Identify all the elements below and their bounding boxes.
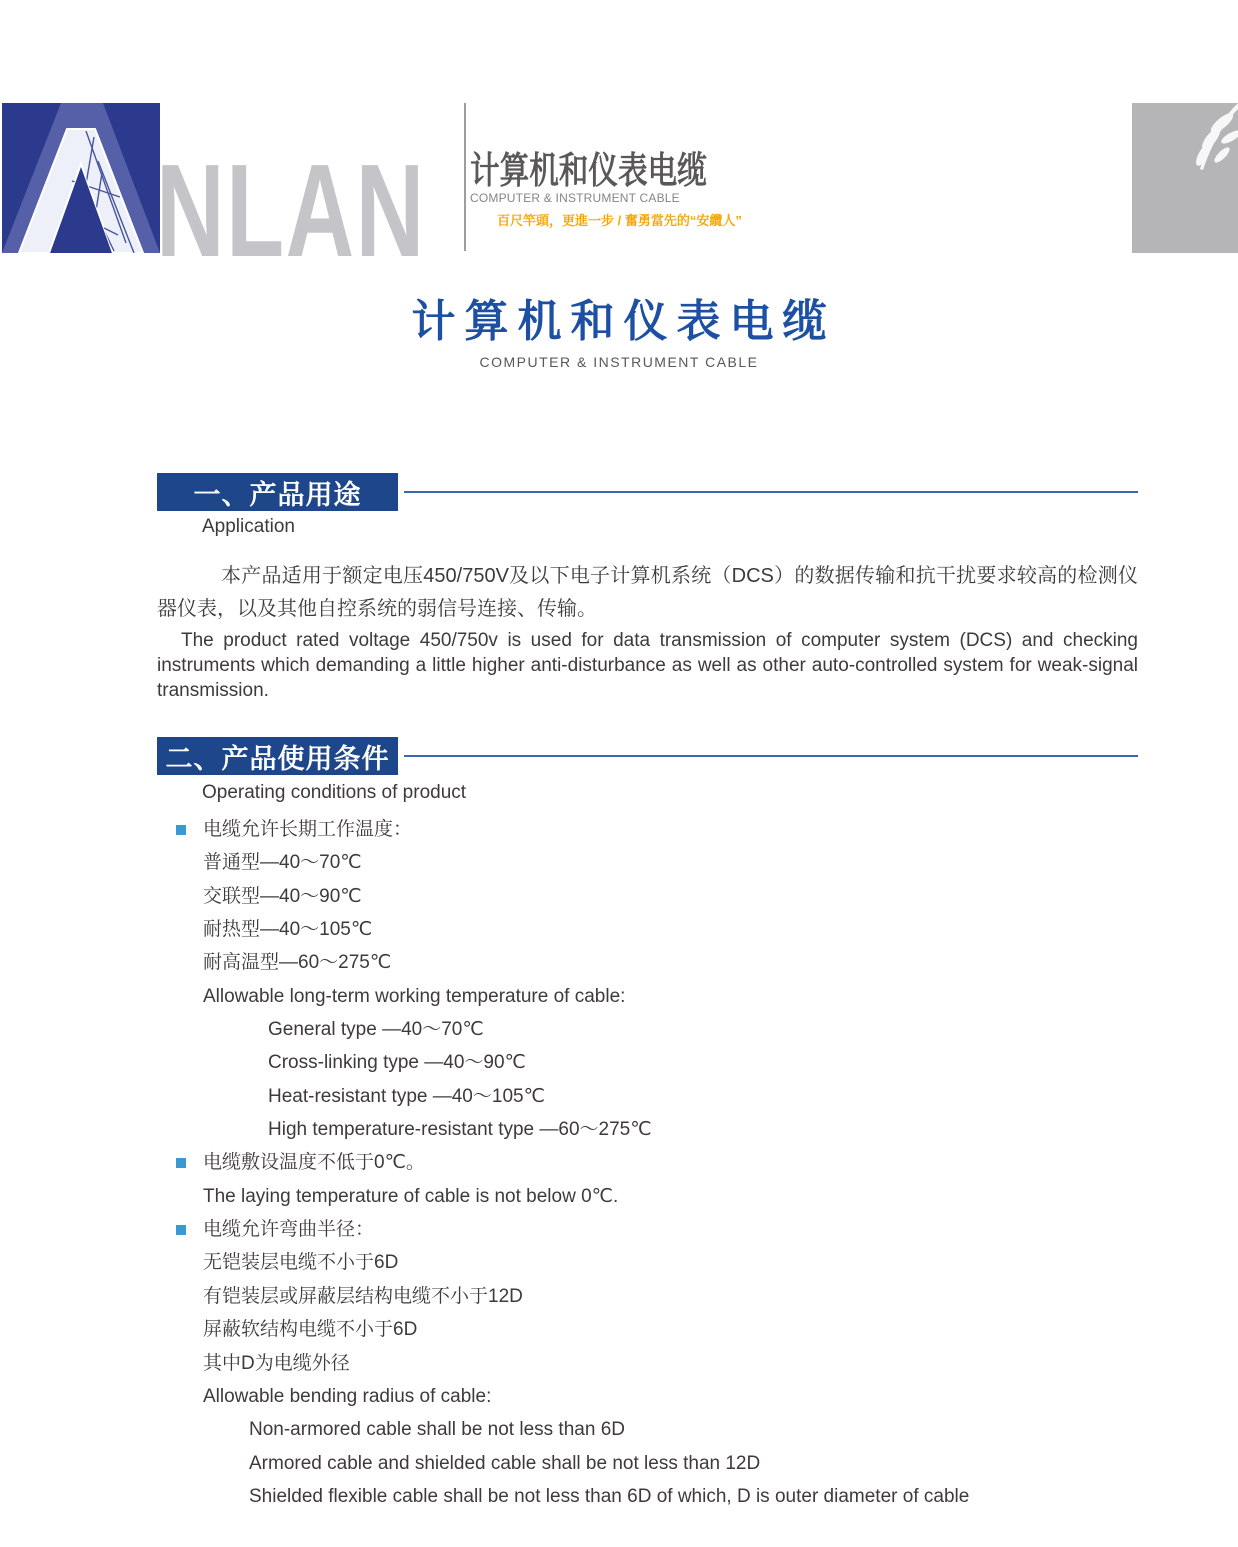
condition-line [157,846,1157,879]
condition-text: 电缆敷设温度不低于0℃。 [203,1152,425,1174]
condition-line [157,1347,1157,1380]
condition-text: General type —40～70℃ [268,1019,484,1041]
page-header [0,103,1238,284]
condition-text: 电缆允许弯曲半径： [203,1219,375,1241]
condition-line [157,1013,1157,1046]
condition-text: Allowable long-term working temperature of cable: [203,985,626,1007]
condition-text: Heat-resistant type —40～105℃ [268,1085,545,1107]
application-subheading: Application [202,516,295,537]
condition-text: 无铠装层电缆不小于6D [203,1252,399,1274]
condition-line [157,813,1157,846]
condition-text: Non-armored cable shall be not less than 6D [249,1419,625,1441]
condition-line [157,1246,1157,1279]
corner-decoration [1132,103,1238,253]
condition-line [157,1113,1157,1146]
application-paragraph-en: The product rated voltage 450/750v is used for data transmission of computer system (DCS) and checking instruments which demanding a little higher anti-disturbance as well as other auto-controlled system for weak-signal transmission. [157,630,1138,701]
header-subtitle: COMPUTER & INSTRUMENT CABLE [470,191,680,205]
bullet-square-icon [176,825,186,835]
condition-text: 耐热型—40～105℃ [203,919,373,941]
anlan-a-logo-icon [2,103,160,253]
page-subtitle: COMPUTER & INSTRUMENT CABLE [479,353,759,370]
page-title-block [0,297,1238,370]
condition-line [157,1380,1157,1413]
condition-text: 有铠装层或屏蔽层结构电缆不小于12D [203,1285,523,1307]
condition-text: 交联型—40～90℃ [203,885,362,907]
condition-line [157,1146,1157,1179]
section-1-rule [404,491,1138,493]
conditions-list [157,813,1157,1513]
condition-text: The laying temperature of cable is not below 0℃. [203,1185,619,1207]
condition-line [157,880,1157,913]
header-divider [464,103,466,251]
page-title: 计算机和仪表电缆 [411,297,836,346]
condition-line [157,1413,1157,1446]
condition-text: Shielded flexible cable shall be not less than 6D of which, D is outer diameter of cable [249,1485,970,1507]
header-title: 计算机和仪表电缆 [470,150,707,191]
condition-line [157,1480,1157,1513]
application-paragraph-zh: 本产品适用于额定电压450/750V及以下电子计算机系统（DCS）的数据传输和抗干扰要求较高的检测仪器仪表，以及其他自控系统的弱信号连接、传输。 [157,565,1138,620]
condition-line [157,1180,1157,1213]
section-2-rule [404,755,1138,757]
condition-text: 电缆允许长期工作温度： [203,819,413,840]
condition-line [157,1313,1157,1346]
condition-text: Allowable bending radius of cable: [203,1385,492,1407]
header-tagline: 百尺竿頭，更進一步 / 奮勇當先的“安纜人” [497,213,742,228]
section-1-heading-box: 一、产品用途 [157,473,398,511]
condition-text: Armored cable and shielded cable shall be not less than 12D [249,1452,761,1474]
condition-text: 其中D为电缆外径 [203,1352,350,1374]
section-2-heading-box: 二、产品使用条件 [157,737,398,775]
condition-text: Cross-linking type —40～90℃ [268,1052,526,1074]
condition-line [157,1046,1157,1079]
logo-wordmark: NLAN [156,137,426,284]
condition-text: High temperature-resistant type —60～275℃ [268,1119,652,1141]
condition-line [157,1447,1157,1480]
condition-line [157,1080,1157,1113]
condition-text: 普通型—40～70℃ [203,852,362,874]
condition-text: 屏蔽软结构电缆不小于6D [203,1319,418,1341]
section-1-heading [157,473,1138,511]
bullet-square-icon [176,1225,186,1235]
condition-line [157,913,1157,946]
condition-line [157,1213,1157,1246]
condition-line [157,1280,1157,1313]
condition-line [157,980,1157,1013]
condition-text: 耐高温型—60～275℃ [203,952,392,974]
operating-subheading: Operating conditions of product [202,782,467,803]
section-2-heading [157,737,1138,775]
leaf-icon [1132,103,1238,253]
bullet-square-icon [176,1158,186,1168]
condition-line [157,946,1157,979]
anlan-logo [2,103,160,253]
